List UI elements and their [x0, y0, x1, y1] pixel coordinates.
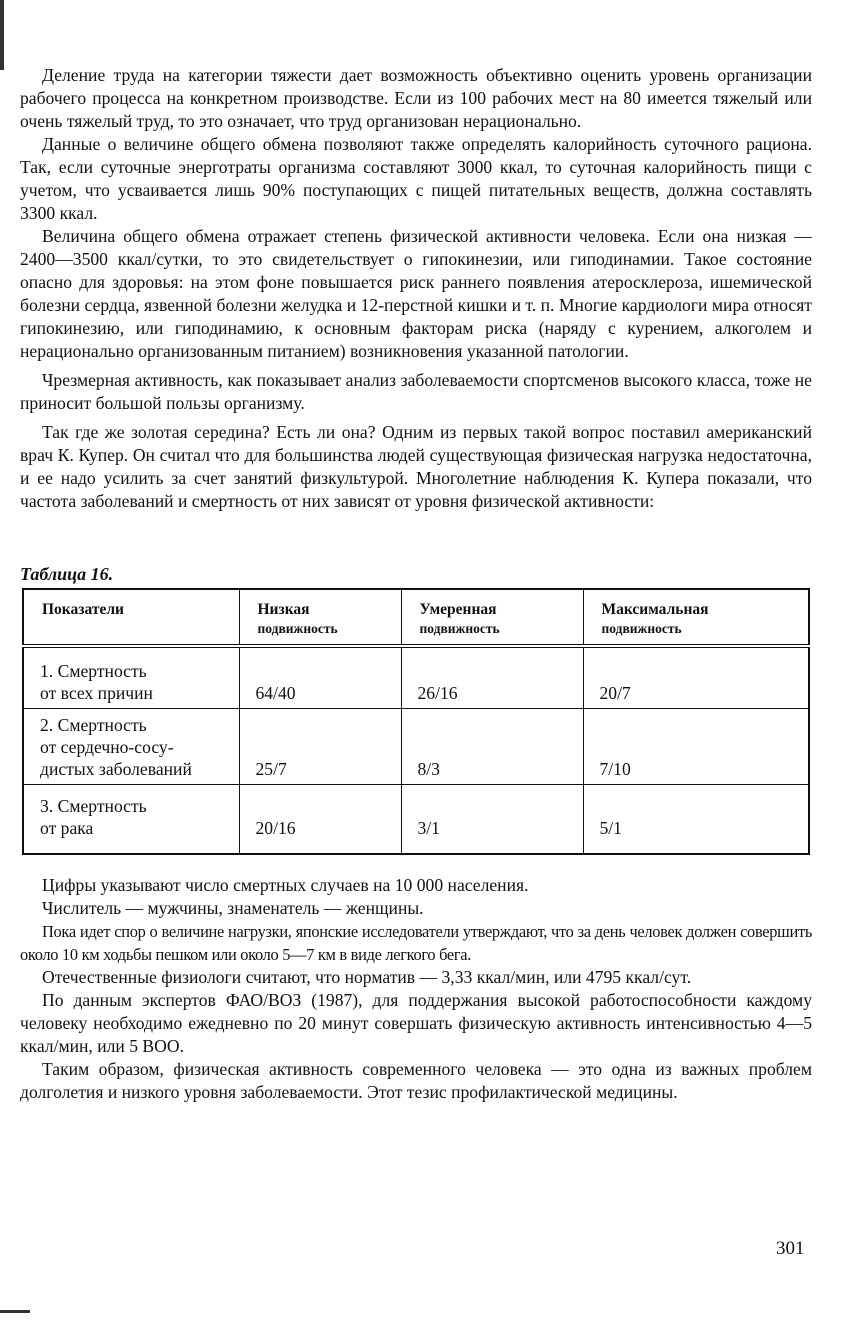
- paragraph: Данные о величине общего обмена позволяют также определять калорийность суточного рациона. Так, если суточные энерготраты организма составляют 3000 ккал, то суточная калорийность пищи с учетом, что усваивается лишь 90% поступающих с пищей питательных веществ, должна составлять 3300 ккал.: [20, 134, 812, 223]
- cell-value: 7/10: [583, 708, 809, 784]
- table-row: [23, 646, 809, 708]
- body-text-bottom: [20, 874, 812, 1104]
- paragraph: Отечественные физиологи считают, что норматив — 3,33 ккал/мин, или 4795 ккал/сут.: [42, 967, 692, 987]
- scan-edge-top: [0, 0, 4, 70]
- paragraph: По данным экспертов ФАО/ВОЗ (1987), для поддержания высокой работоспособности каждому человеку необходимо ежедневно по 20 минут совершать физическую активность интенсивностью 4—5 ккал/мин, или 5 ВОО.: [20, 990, 812, 1056]
- paragraph: Пока идет спор о величине нагрузки, японские исследователи утверждают, что за день человек должен совершить около 10 км ходьбы пешком или около 5—7 км в виде легкого бега.: [20, 922, 812, 964]
- cell-value: 64/40: [239, 646, 401, 708]
- paragraph: Чрезмерная активность, как показывает анализ заболеваемости спортсменов высокого класса, тоже не приносит большой пользы организму.: [20, 370, 812, 413]
- paragraph: Величина общего обмена отражает степень физической активности человека. Если она низкая — 2400—3500 ккал/сутки, то это свидетельствует о гипокинезии, или гиподинамии. Такое состояние опасно для здоровья: на этом фоне повышается риск раннего появления атеросклероза, ишемической болезни сердца, язвенной болезни желудка и 12-перстной кишки и т. п. Многие кардиологи мира относят гипокинезию, или гиподинамию, к основным факторам риска (наряду с курением, алкоголем и нерационально организованным питанием) возникновения указанной патологии.: [20, 226, 812, 361]
- cell-value: 20/16: [239, 784, 401, 854]
- cell-value: 5/1: [583, 784, 809, 854]
- table-caption: Таблица 16.: [20, 564, 114, 584]
- table-row: [23, 784, 809, 854]
- cell-value: 8/3: [401, 708, 583, 784]
- table-header-row: [23, 589, 809, 646]
- row-label: 2. Смертность от сердечно-сосу- дистых заболеваний: [23, 708, 239, 784]
- cell-value: 3/1: [401, 784, 583, 854]
- cell-value: 26/16: [401, 646, 583, 708]
- header-low: Низкая подвижность: [239, 589, 401, 646]
- scan-edge-bottom: [0, 1310, 30, 1313]
- header-moderate: Умеренная подвижность: [401, 589, 583, 646]
- paragraph: Так где же золотая середина? Есть ли она? Одним из первых такой вопрос поставил американский врач К. Купер. Он считал что для большинства людей существующая физическая нагрузка недостаточна, и ее надо усилить за счет занятий физкультурой. Многолетние наблюдения К. Купера показали, что частота заболеваний и смертность от них зависят от уровня физической активности:: [20, 422, 812, 511]
- cell-value: 25/7: [239, 708, 401, 784]
- table-row: [23, 708, 809, 784]
- paragraph: Деление труда на категории тяжести дает возможность объективно оценить уровень организации рабочего процесса на конкретном производстве. Если из 100 рабочих мест на 80 имеется тяжелый или очень тяжелый труд, то это означает, что труд организован нерационально.: [20, 65, 812, 131]
- table-note: Цифры указывают число смертных случаев на 10 000 населения.: [42, 875, 529, 895]
- page-number: 301: [776, 1238, 805, 1259]
- header-indicators: Показатели: [23, 589, 239, 646]
- table-note: Числитель — мужчины, знаменатель — женщины.: [42, 898, 424, 918]
- paragraph: Таким образом, физическая активность современного человека — это одна из важных проблем долголетия и низкого уровня заболеваемости. Этот тезис профилактической медицины.: [20, 1059, 812, 1102]
- mortality-table: [22, 588, 810, 855]
- body-text-top: [20, 64, 812, 513]
- header-maximum: Максимальная подвижность: [583, 589, 809, 646]
- row-label: 3. Смертность от рака: [23, 784, 239, 854]
- cell-value: 20/7: [583, 646, 809, 708]
- row-label: 1. Смертность от всех причин: [23, 646, 239, 708]
